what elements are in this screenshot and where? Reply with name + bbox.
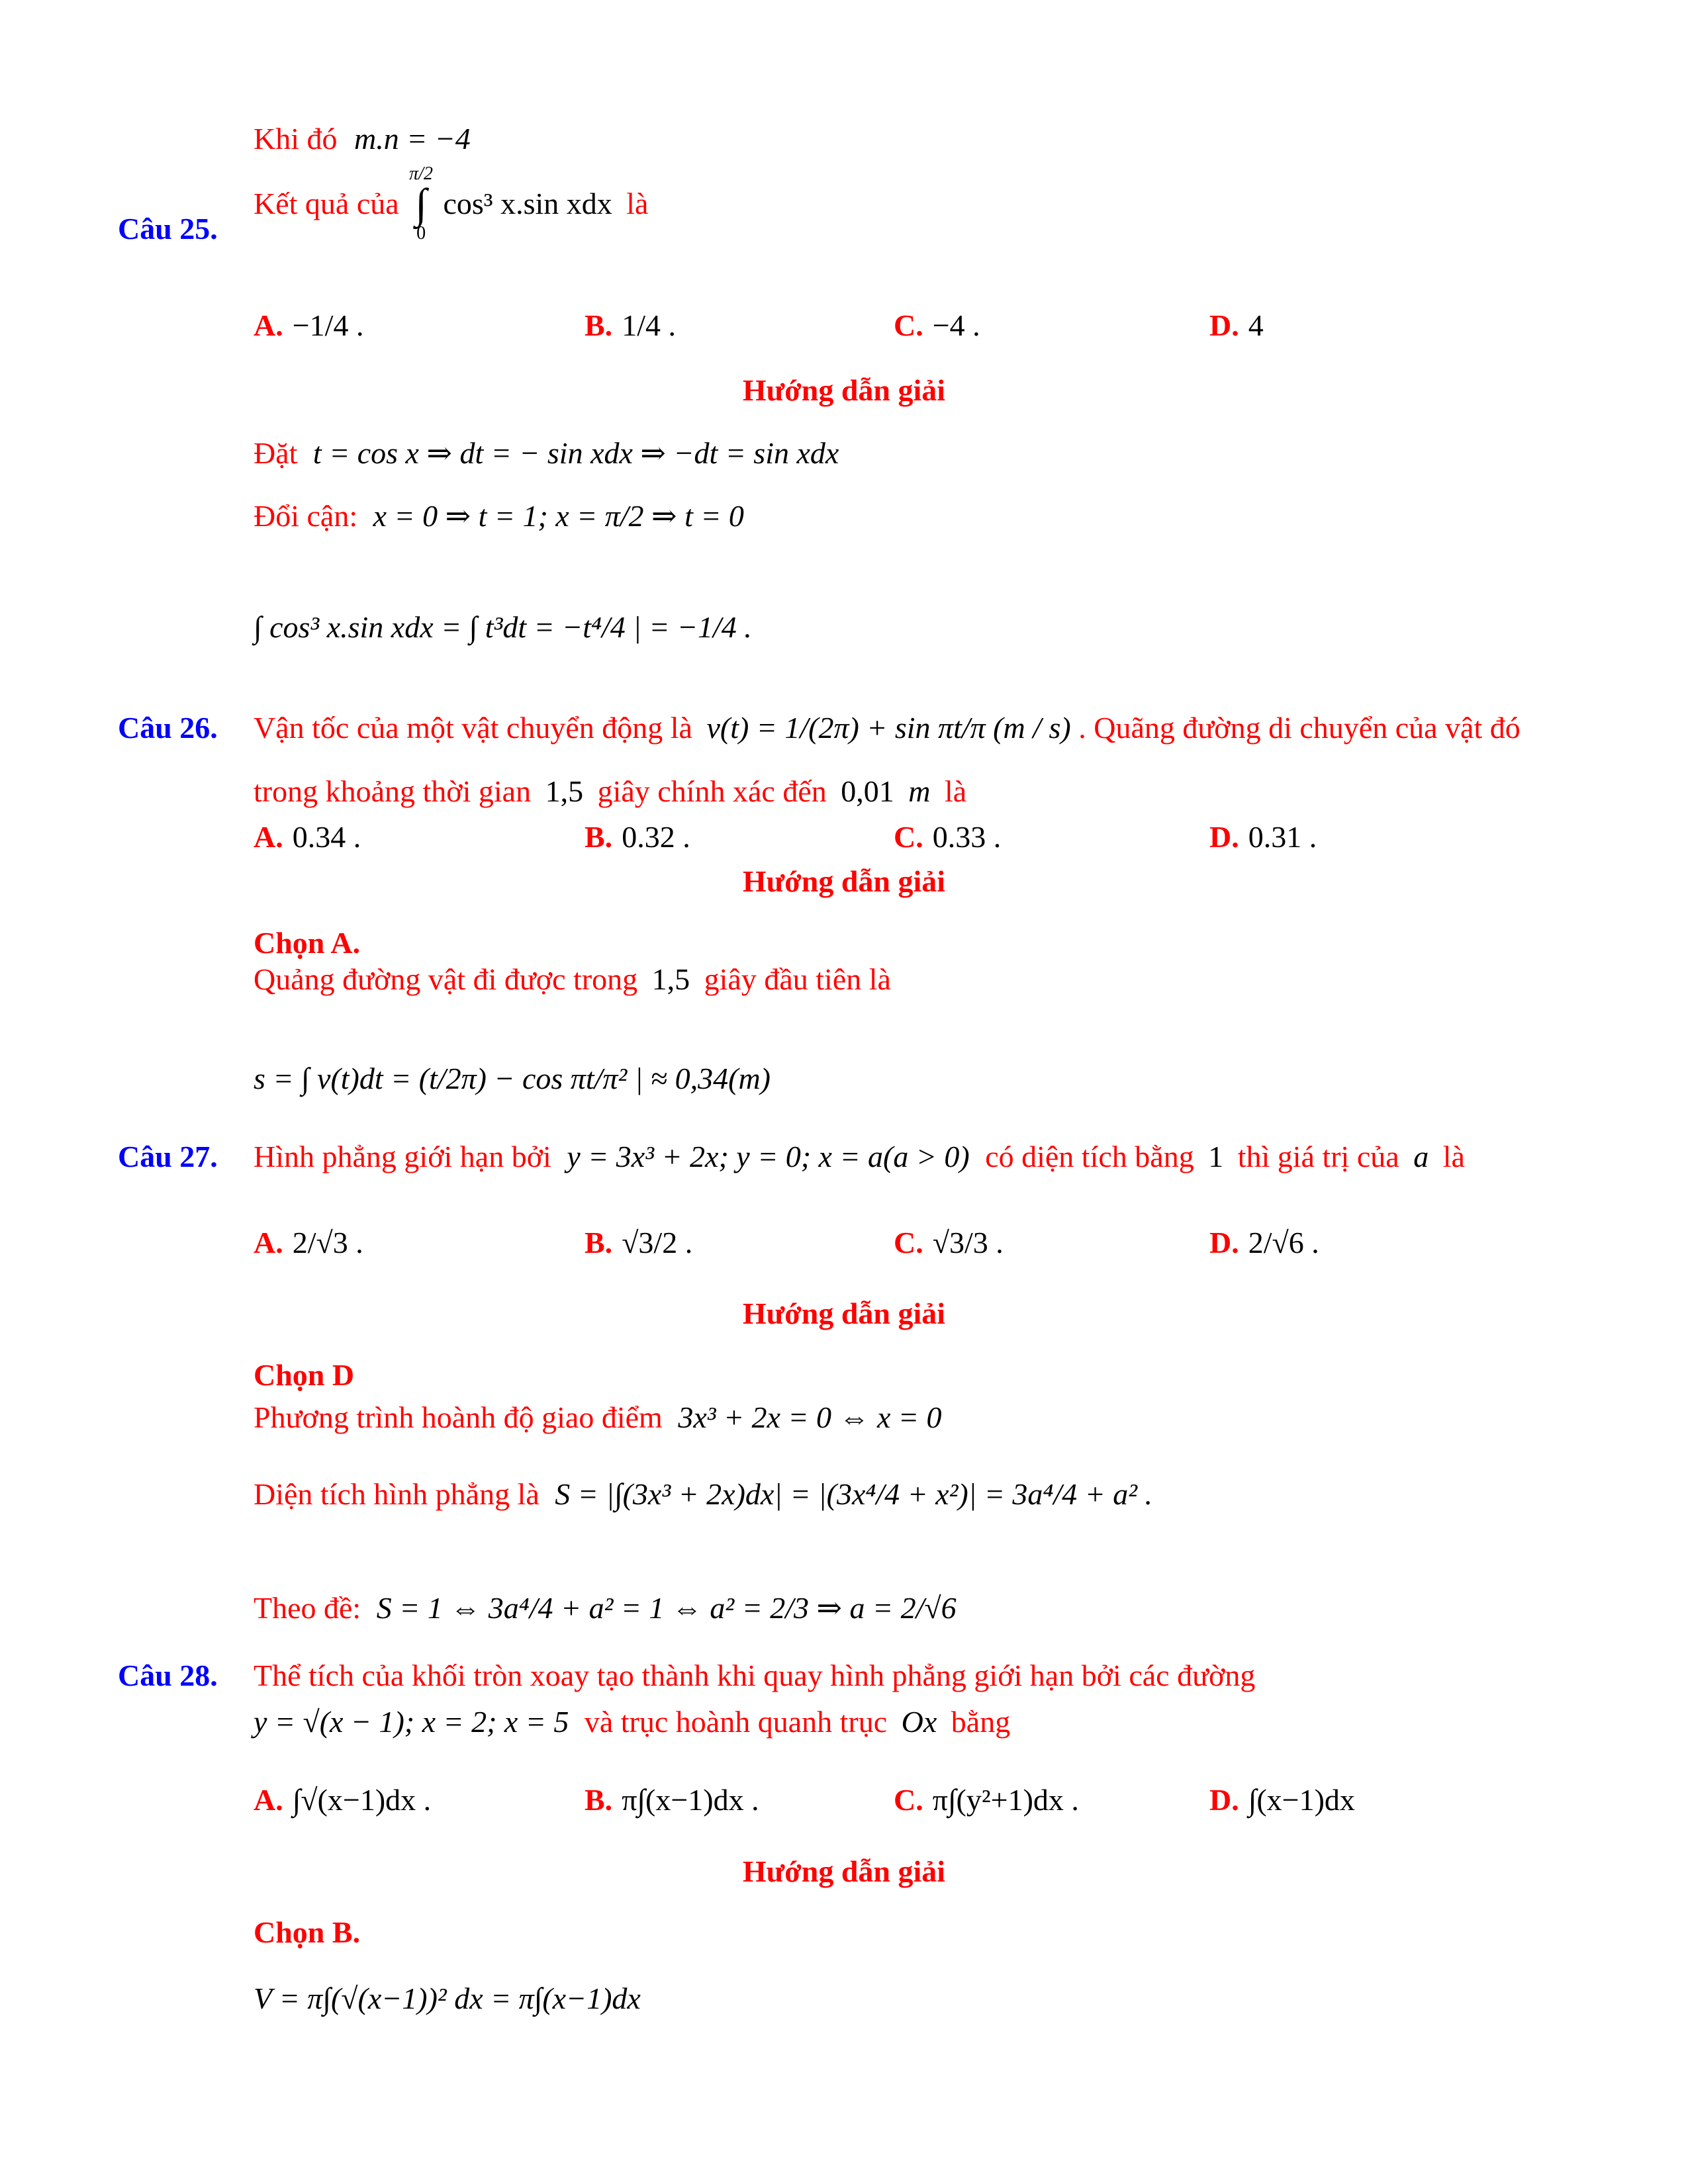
option-b-value: 0.32 . (622, 820, 690, 854)
option-a-value: 2/√3 . (292, 1226, 363, 1259)
question-26-option-c[interactable]: C. 0.33 . (894, 820, 1002, 854)
solution-formula: V = π∫(√(x−1))² dx = π∫(x−1)dx (254, 1981, 641, 2015)
stem-text: có diện tích bằng (985, 1140, 1194, 1173)
question-26-stem-text: Vận tốc của một vật chuyển động là (254, 711, 692, 745)
option-d-value: 2/√6 . (1248, 1226, 1319, 1259)
question-28-solution-title: Hướng dẫn giải (742, 1854, 946, 1888)
question-26-option-d[interactable]: D. 0.31 . (1209, 820, 1317, 854)
question-28-stem: Thể tích của khối tròn xoay tạo thành khi quay hình phẳng giới hạn bởi các đường (254, 1659, 1256, 1692)
solution-formula: s = ∫ v(t)dt = (t/2π) − cos πt/π² | ≈ 0,34(m) (254, 1062, 771, 1095)
question-28-option-b[interactable]: B. π∫(x−1)dx . (585, 1783, 759, 1817)
question-25-label: Câu 25. (118, 212, 218, 246)
lower-limit: 0 (416, 223, 426, 244)
option-c-value: π∫(y²+1)dx . (932, 1783, 1079, 1817)
solution-formula: t = cos x ⇒ dt = − sin xdx ⇒ −dt = sin xdx (312, 436, 839, 470)
solution-text: giây đầu tiên là (704, 962, 891, 996)
question-26-choice: Chọn A. (254, 926, 361, 960)
stem-text: là (1442, 1140, 1465, 1173)
question-25-solution-line-1 (254, 433, 839, 473)
question-26-option-b[interactable]: B. 0.32 . (585, 820, 690, 854)
stem-text: giây chính xác đến (597, 774, 827, 808)
question-28-option-c[interactable]: C. π∫(y²+1)dx . (894, 1783, 1079, 1817)
option-a-value: −1/4 . (292, 308, 364, 342)
upper-limit: π/2 (409, 163, 433, 184)
option-d-value: 4 (1248, 308, 1264, 342)
solution-value: 1,5 (651, 962, 690, 996)
option-c-value: 0.33 . (932, 820, 1002, 854)
question-25-solution-title: Hướng dẫn giải (742, 373, 946, 407)
question-26-solution-line-1 (254, 960, 891, 999)
question-27-solution-line-2 (254, 1475, 1152, 1514)
intro-formula: m.n = −4 (354, 122, 471, 156)
question-28-solution-line-1 (254, 1979, 641, 2019)
question-26-stem (254, 708, 1521, 748)
question-25-option-a[interactable]: A. −1/4 . (254, 308, 364, 342)
question-25-solution-line-3 (254, 608, 752, 647)
question-25-option-c[interactable]: C. −4 . (894, 308, 980, 342)
solution-formula: x = 0 ⇒ t = 1; x = π/2 ⇒ t = 0 (373, 499, 744, 533)
solution-text: Phương trình hoành độ giao điểm (254, 1400, 663, 1434)
option-b-value: √3/2 . (622, 1226, 693, 1259)
question-27-stem (254, 1137, 1465, 1177)
stem-text: thì giá trị của (1237, 1140, 1399, 1173)
solution-formula: 3x³ + 2x = 0 ⇔ x = 0 (678, 1400, 942, 1434)
stem-text: bằng (951, 1705, 1011, 1739)
question-28-choice: Chọn B. (254, 1915, 361, 1949)
question-25-formula: cos³ x.sin xdx (443, 187, 612, 220)
question-26-solution-title: Hướng dẫn giải (742, 864, 946, 898)
stem-axis: Ox (901, 1705, 937, 1739)
question-28-label: Câu 28. (118, 1659, 218, 1692)
option-d-value: ∫(x−1)dx (1248, 1783, 1355, 1817)
option-d-value: 0.31 . (1248, 820, 1317, 854)
question-26-option-a[interactable]: A. 0.34 . (254, 820, 361, 854)
question-25-option-b[interactable]: B. 1/4 . (585, 308, 676, 342)
integral-sign: π/2 ∫ 0 (409, 163, 433, 244)
stem-unit: m (908, 774, 931, 808)
question-25-stem (254, 164, 648, 244)
question-26-stem-line-2 (254, 772, 966, 811)
question-27-option-c[interactable]: C. √3/3 . (894, 1226, 1004, 1259)
question-25-stem-end: là (626, 187, 649, 220)
solution-word: Đặt (254, 436, 298, 470)
stem-value: 0,01 (841, 774, 894, 808)
question-27-choice: Chọn D (254, 1358, 355, 1392)
stem-value: 1 (1208, 1140, 1224, 1173)
solution-text: Theo đề: (254, 1591, 361, 1625)
option-a-value: 0.34 . (292, 820, 361, 854)
question-25-solution-line-2 (254, 496, 744, 536)
question-27-formula: y = 3x³ + 2x; y = 0; x = a(a > 0) (567, 1140, 970, 1173)
stem-text: trong khoảng thời gian (254, 774, 532, 808)
question-26-formula: v(t) = 1/(2π) + sin πt/π (m / s) (706, 711, 1071, 745)
question-26-label: Câu 26. (118, 711, 218, 745)
solution-formula: S = 1 ⇔ 3a⁴/4 + a² = 1 ⇔ a² = 2/3 ⇒ a = 2/√6 (376, 1591, 957, 1625)
stem-value: 1,5 (545, 774, 584, 808)
question-27-solution-line-3 (254, 1588, 957, 1628)
question-28-stem-line-2 (254, 1702, 1010, 1742)
question-27-option-a[interactable]: A. 2/√3 . (254, 1226, 363, 1259)
question-27-solution-line-1 (254, 1398, 941, 1437)
stem-text: là (945, 774, 967, 808)
option-a-value: ∫√(x−1)dx . (292, 1783, 432, 1817)
solution-word: Đổi cận: (254, 499, 358, 533)
option-c-value: −4 . (932, 308, 980, 342)
question-27-option-b[interactable]: B. √3/2 . (585, 1226, 693, 1259)
question-28-option-a[interactable]: A. ∫√(x−1)dx . (254, 1783, 432, 1817)
option-b-value: π∫(x−1)dx . (622, 1783, 759, 1817)
option-b-value: 1/4 . (622, 308, 676, 342)
intro-line (254, 119, 471, 159)
stem-text: và trục hoành quanh trục (584, 1705, 888, 1739)
stem-var: a (1413, 1140, 1429, 1173)
question-28-formula: y = √(x − 1); x = 2; x = 5 (254, 1705, 569, 1739)
question-27-label: Câu 27. (118, 1140, 218, 1173)
question-25-stem-text: Kết quả của (254, 187, 399, 220)
question-26-solution-line-2 (254, 1059, 771, 1099)
option-c-value: √3/3 . (932, 1226, 1004, 1259)
stem-text: Hình phẳng giới hạn bởi (254, 1140, 551, 1173)
question-28-option-d[interactable]: D. ∫(x−1)dx (1209, 1783, 1355, 1817)
solution-text: Diện tích hình phẳng là (254, 1477, 539, 1511)
solution-formula: S = |∫(3x³ + 2x)dx| = |(3x⁴/4 + x²)| = 3a⁴/4 + a² . (555, 1477, 1153, 1511)
question-27-option-d[interactable]: D. 2/√6 . (1209, 1226, 1319, 1259)
intro-text: Khi đó (254, 122, 338, 156)
solution-text: Quảng đường vật đi được trong (254, 962, 638, 996)
solution-formula: ∫ cos³ x.sin xdx = ∫ t³dt = −t⁴/4 | = −1/4 . (254, 610, 752, 644)
question-25-option-d[interactable]: D. 4 (1209, 308, 1264, 342)
question-27-solution-title: Hướng dẫn giải (742, 1297, 946, 1330)
question-26-stem-cont: . Quãng đường di chuyển của vật đó (1078, 711, 1521, 745)
